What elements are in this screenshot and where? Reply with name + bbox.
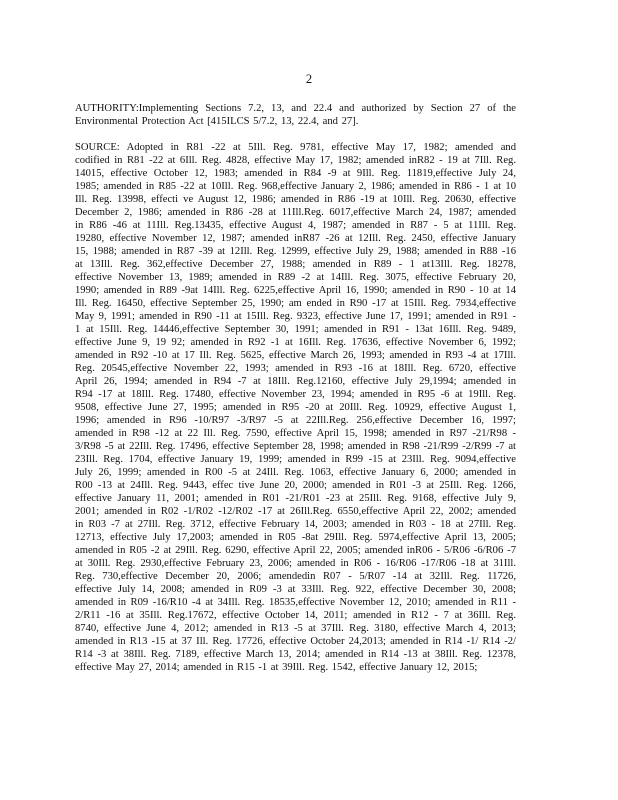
authority-line: AUTHORITY:Implementing Sections 7.2, 13, and 22.4 and authorized by Section 27 of the [75,103,516,114]
source-line: 8740, effective June 4, 2012; amended in R13 -5 at 37Ill. Reg. 3180, effective March 4, 2013; [75,623,516,634]
source-line: April 26, 1994; amended in R94 -7 at 18Ill. Reg.12160, effective July 29,1994; amended in [75,376,516,387]
source-line: 15, 1988; amended in R87 -39 at 12Ill. Reg. 12999, effective July 29, 1988; amended in R88 -16 [75,246,516,257]
source-line: codified in R81 -22 at 6Ill. Reg. 4828, effective May 17, 1982; amended inR82 - 19 at 7Ill. Reg. [75,155,516,166]
source-line: amended in R98 -12 at 22 Ill. Reg. 7590, effective April 15, 1998; amended in R97 -21/R98 - [75,428,516,439]
source-line: Ill. Reg. 13998, effecti ve August 12, 1986; amended in R86 -19 at 10Ill. Reg. 20630, effective [75,194,516,205]
source-line: amended in R09 -16/R10 -4 at 34Ill. Reg. 18535,effective November 12, 2010; amended in R11 - [75,597,516,608]
source-line: effective May 27, 2014; amended in R15 -1 at 39Ill. Reg. 1542, effective January 12, 2015; [75,662,478,673]
source-line: July 26, 1999; amended in R00 -5 at 24Ill. Reg. 1063, effective January 6, 2000; amended in [75,467,516,478]
source-paragraph [75,141,516,674]
source-line: in R03 -7 at 27Ill. Reg. 3712, effective February 14, 2003; amended in R03 - 18 at 27Ill. Reg. [75,519,516,530]
source-line: 2/R11 -16 at 35Ill. Reg.17672, effective October 14, 2011; amended in R12 - 7 at 36Ill. Reg. [75,610,516,621]
source-line: effective November 13, 1989; amended in R89 -2 at 14Ill. Reg. 3075, effective February 20, [75,272,516,283]
source-line: 2001; amended in R02 -1/R02 -12/R02 -17 at 26Ill.Reg. 6550,effective April 22, 2002; amended [75,506,516,517]
source-line: 12713, effective July 17,2003; amended in R05 -8at 29Ill. Reg. 5974,effective April 13, 2005; [75,532,516,543]
source-line: amended in R92 -10 at 17 Ill. Reg. 5625, effective March 26, 1993; amended in R93 -4 at 17Ill. [75,350,516,361]
source-line: Reg. 20545,effective November 22, 1993; amended in R93 -16 at 18Ill. Reg. 6720, effective [75,363,516,374]
source-line: at 13Ill. Reg. 362,effective December 27, 1988; amended in R89 - 1 at13Ill. Reg. 18278, [75,259,516,270]
authority-line: Environmental Protection Act [415ILCS 5/7.2, 13, 22.4, and 27]. [75,116,359,127]
source-line: effective June 9, 19 92; amended in R92 -1 at 16Ill. Reg. 17636, effective November 6, 1992; [75,337,516,348]
page-number: 2 [305,72,313,86]
source-line: May 9, 1991; amended in R90 -11 at 15Ill. Reg. 9323, effective June 17, 1991; amended in R91 - [75,311,516,322]
source-line: at 30Ill. Reg. 2930,effective February 23, 2006; amended in R06 - 16/R06 -17/R06 -18 at 31Ill. [75,558,516,569]
source-line: Ill. Reg. 16450, effective September 25, 1990; am ended in R90 -17 at 15Ill. Reg. 7934,effective [75,298,516,309]
source-line: effective July 14, 2008; amended in R09 -3 at 33Ill. Reg. 922, effective December 30, 2008; [75,584,516,595]
source-line: in R86 -46 at 11Ill. Reg.13435, effective August 4, 1987; amended in R87 - 5 at 11Ill. Reg. [75,220,516,231]
source-line: R00 -13 at 24Ill. Reg. 9443, effec tive June 20, 2000; amended in R01 -3 at 25Ill. Reg. 1266, [75,480,516,491]
source-line: December 2, 1986; amended in R86 -28 at 11Ill.Reg. 6017,effective March 24, 1987; amended [75,207,516,218]
source-line: 9508, effective June 27, 1995; amended in R95 -20 at 20Ill. Reg. 10929, effective August 1, [75,402,516,413]
source-line: Reg. 730,effective December 20, 2006; amendedin R07 - 5/R07 -14 at 32Ill. Reg. 11726, [75,571,516,582]
source-line: amended in R13 -15 at 37 Ill. Reg. 17726, effective October 24,2013; amended in R14 -1/ R14 -2/ [75,636,516,647]
source-line: effective January 11, 2001; amended in R01 -21/R01 -23 at 25Ill. Reg. 9168, effective July 9, [75,493,516,504]
source-line: 1 at 15Ill. Reg. 14446,effective September 30, 1991; amended in R91 - 13at 16Ill. Reg. 9489, [75,324,516,335]
source-line: 1996; amended in R96 -10/R97 -3/R97 -5 at 22Ill.Reg. 256,effective December 16, 1997; [75,415,516,426]
source-line: 1985; amended in R85 -22 at 10Ill. Reg. 968,effective January 2, 1986; amended in R86 - 1 at 10 [75,181,516,192]
source-line: R14 -3 at 38Ill. Reg. 7189, effective March 13, 2014; amended in R14 -13 at 38Ill. Reg. 12378, [75,649,516,660]
source-line: 19280, effective November 12, 1987; amended inR87 -26 at 12Ill. Reg. 2450, effective January [75,233,516,244]
source-line: R94 -17 at 18Ill. Reg. 17480, effective November 23, 1994; amended in R95 -6 at 19Ill. Reg. [75,389,516,400]
source-line: amended in R05 -2 at 29Ill. Reg. 6290, effective April 22, 2005; amended inR06 - 5/R06 -6/R06 -7 [75,545,516,556]
source-line: SOURCE: Adopted in R81 -22 at 5Ill. Reg. 9781, effective May 17, 1982; amended and [75,142,516,153]
source-line: 3/R98 -5 at 22Ill. Reg. 17496, effective September 28, 1998; amended in R98 -21/R99 -2/R99 -7 at [75,441,516,452]
source-line: 23Ill. Reg. 1704, effective January 19, 1999; amended in R99 -15 at 23Ill. Reg. 9094,effective [75,454,516,465]
source-line: 1990; amended in R89 -9at 14Ill. Reg. 6225,effective April 16, 1990; amended in R90 - 10 at 14 [75,285,516,296]
authority-paragraph [75,102,516,128]
source-line: 14015, effective October 12, 1983; amended in R84 -9 at 9Ill. Reg. 11819,effective July 24, [75,168,516,179]
